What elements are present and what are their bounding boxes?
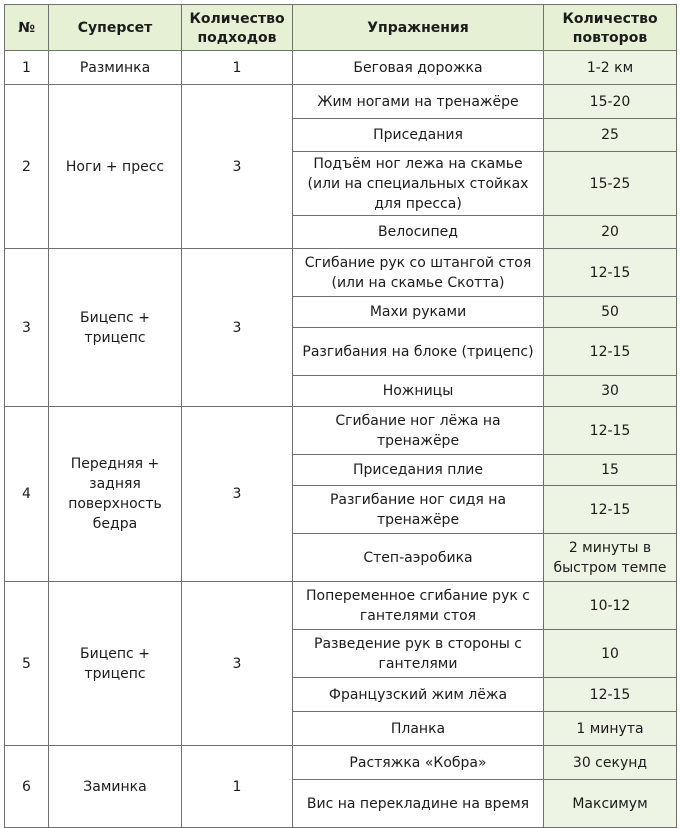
exercise-cell: Степ-аэробика: [293, 534, 544, 582]
superset-number: 1: [5, 51, 49, 85]
sets-count: 1: [182, 51, 293, 85]
superset-number: 5: [5, 582, 49, 746]
exercise-cell: Сгибание рук со штангой стоя (или на скамье Скотта): [293, 249, 544, 297]
header-sets: Количество подходов: [182, 5, 293, 51]
reps-cell: 10-12: [544, 582, 677, 630]
superset-name: Заминка: [49, 746, 182, 828]
header-superset: Суперсет: [49, 5, 182, 51]
header-row: [5, 5, 677, 51]
exercise-cell: Беговая дорожка: [293, 51, 544, 85]
reps-cell: 12-15: [544, 249, 677, 297]
reps-cell: 12-15: [544, 486, 677, 534]
reps-cell: 20: [544, 216, 677, 249]
reps-cell: 30: [544, 376, 677, 407]
header-num: №: [5, 5, 49, 51]
reps-cell: 1 минута: [544, 712, 677, 746]
exercise-cell: Разведение рук в стороны с гантелями: [293, 630, 544, 678]
reps-cell: 30 секунд: [544, 746, 677, 780]
exercise-cell: Приседания: [293, 119, 544, 152]
reps-cell: Максимум: [544, 780, 677, 828]
table-row: [5, 51, 677, 85]
exercise-cell: Планка: [293, 712, 544, 746]
sets-count: 1: [182, 746, 293, 828]
table-row: [5, 85, 677, 119]
table-row: [5, 582, 677, 630]
table-row: [5, 746, 677, 780]
reps-cell: 12-15: [544, 678, 677, 712]
exercise-cell: Ножницы: [293, 376, 544, 407]
table-row: [5, 249, 677, 297]
superset-number: 6: [5, 746, 49, 828]
exercise-cell: Жим ногами на тренажёре: [293, 85, 544, 119]
exercise-cell: Подъём ног лежа на скамье (или на специальных стойках для пресса): [293, 152, 544, 216]
exercise-cell: Махи руками: [293, 297, 544, 328]
header-exercises: Упражнения: [293, 5, 544, 51]
exercise-cell: Сгибание ног лёжа на тренажёре: [293, 407, 544, 455]
sets-count: 3: [182, 249, 293, 407]
reps-cell: 12-15: [544, 407, 677, 455]
sets-count: 3: [182, 85, 293, 249]
reps-cell: 15-20: [544, 85, 677, 119]
exercise-cell: Попеременное сгибание рук с гантелями стоя: [293, 582, 544, 630]
superset-number: 3: [5, 249, 49, 407]
superset-number: 2: [5, 85, 49, 249]
exercise-cell: Вис на перекладине на время: [293, 780, 544, 828]
reps-cell: 1-2 км: [544, 51, 677, 85]
exercise-cell: Разгибания на блоке (трицепс): [293, 328, 544, 376]
exercise-cell: Растяжка «Кобра»: [293, 746, 544, 780]
superset-name: Бицепс + трицепс: [49, 249, 182, 407]
superset-number: 4: [5, 407, 49, 582]
reps-cell: 50: [544, 297, 677, 328]
reps-cell: 15: [544, 455, 677, 486]
sets-count: 3: [182, 407, 293, 582]
reps-cell: 2 минуты в быстром темпе: [544, 534, 677, 582]
exercise-cell: Велосипед: [293, 216, 544, 249]
superset-name: Бицепс + трицепс: [49, 582, 182, 746]
workout-table: [4, 4, 677, 828]
superset-name: Передняя + задняя поверхность бедра: [49, 407, 182, 582]
superset-name: Разминка: [49, 51, 182, 85]
reps-cell: 25: [544, 119, 677, 152]
exercise-cell: Французский жим лёжа: [293, 678, 544, 712]
table-row: [5, 407, 677, 455]
reps-cell: 10: [544, 630, 677, 678]
reps-cell: 15-25: [544, 152, 677, 216]
exercise-cell: Приседания плие: [293, 455, 544, 486]
superset-name: Ноги + пресс: [49, 85, 182, 249]
header-reps: Количество повторов: [544, 5, 677, 51]
exercise-cell: Разгибание ног сидя на тренажёре: [293, 486, 544, 534]
reps-cell: 12-15: [544, 328, 677, 376]
sets-count: 3: [182, 582, 293, 746]
